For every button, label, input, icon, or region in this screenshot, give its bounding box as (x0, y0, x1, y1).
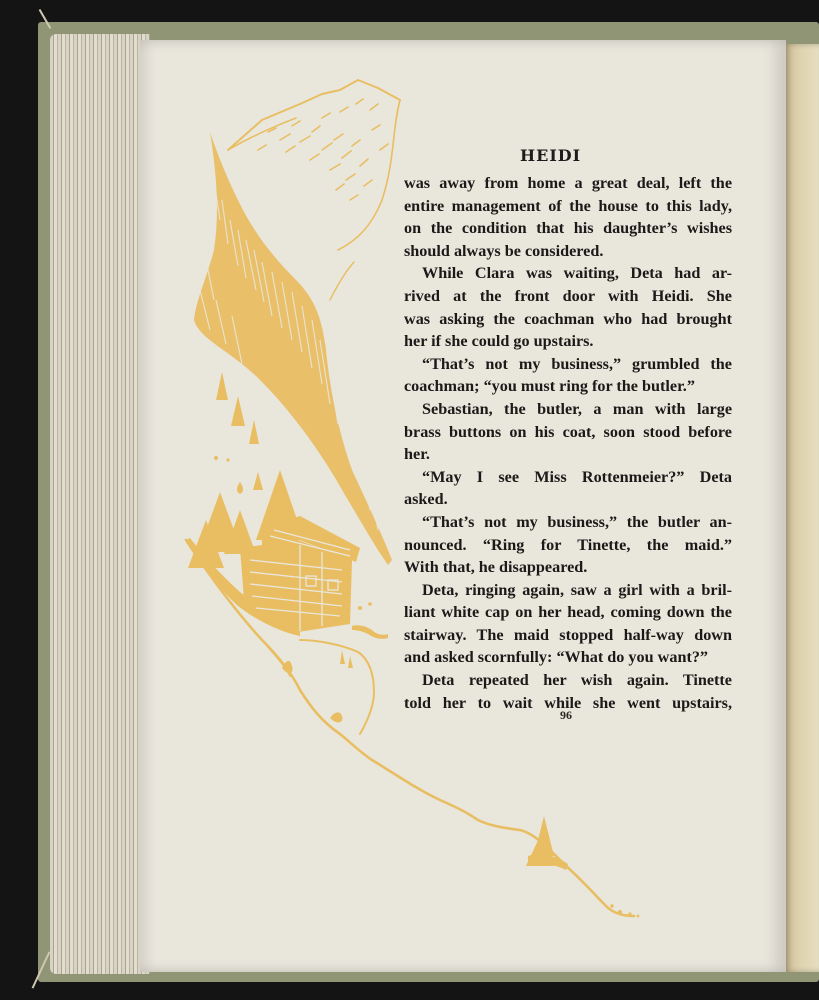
body-text (404, 172, 732, 714)
text-line: was asking the coachman who had brought (404, 309, 732, 328)
text-line: “That’s not my business,” grumbled the (422, 354, 732, 373)
text-line: Sebastian, the butler, a man with large (422, 399, 732, 418)
text-line: entire management of the house to this lady, (404, 196, 732, 215)
page-number: 96 (560, 708, 572, 722)
text-line: was away from home a great deal, left the (404, 174, 732, 192)
text-line: asked. (404, 490, 448, 509)
text-line: stairway. The maid stopped half-way down (404, 625, 732, 644)
text-line: nounced. “Ring for Tinette, the maid.” (404, 535, 732, 554)
text-line: and asked scornfully: “What do you want?” (404, 648, 709, 667)
text-line: “May I see Miss Rottenmeier?” Deta (422, 467, 732, 486)
text-line: liant white cap on her head, coming down the (404, 603, 732, 622)
text-line: brass buttons on his coat, soon stood before (404, 422, 732, 441)
text-line: should always be considered. (404, 241, 604, 260)
text-line: her if she could go upstairs. (404, 332, 594, 351)
text-line: rived at the front door with Heidi. She (404, 286, 732, 305)
text-line: “That’s not my business,” the butler an- (422, 512, 732, 531)
text-line: her. (404, 445, 430, 464)
text-line: With that, he disappeared. (404, 558, 588, 577)
text-line: told her to wait while she went upstairs, (404, 693, 732, 712)
text-line: Deta, ringing again, saw a girl with a bril- (422, 580, 732, 599)
running-head: HEIDI (520, 146, 582, 165)
text-line: While Clara was waiting, Deta had ar- (422, 264, 732, 283)
text-line: on the condition that his daughter’s wishes (404, 219, 732, 238)
text-line: coachman; “you must ring for the butler.” (404, 377, 695, 396)
text-line: Deta repeated her wish again. Tinette (422, 671, 732, 690)
